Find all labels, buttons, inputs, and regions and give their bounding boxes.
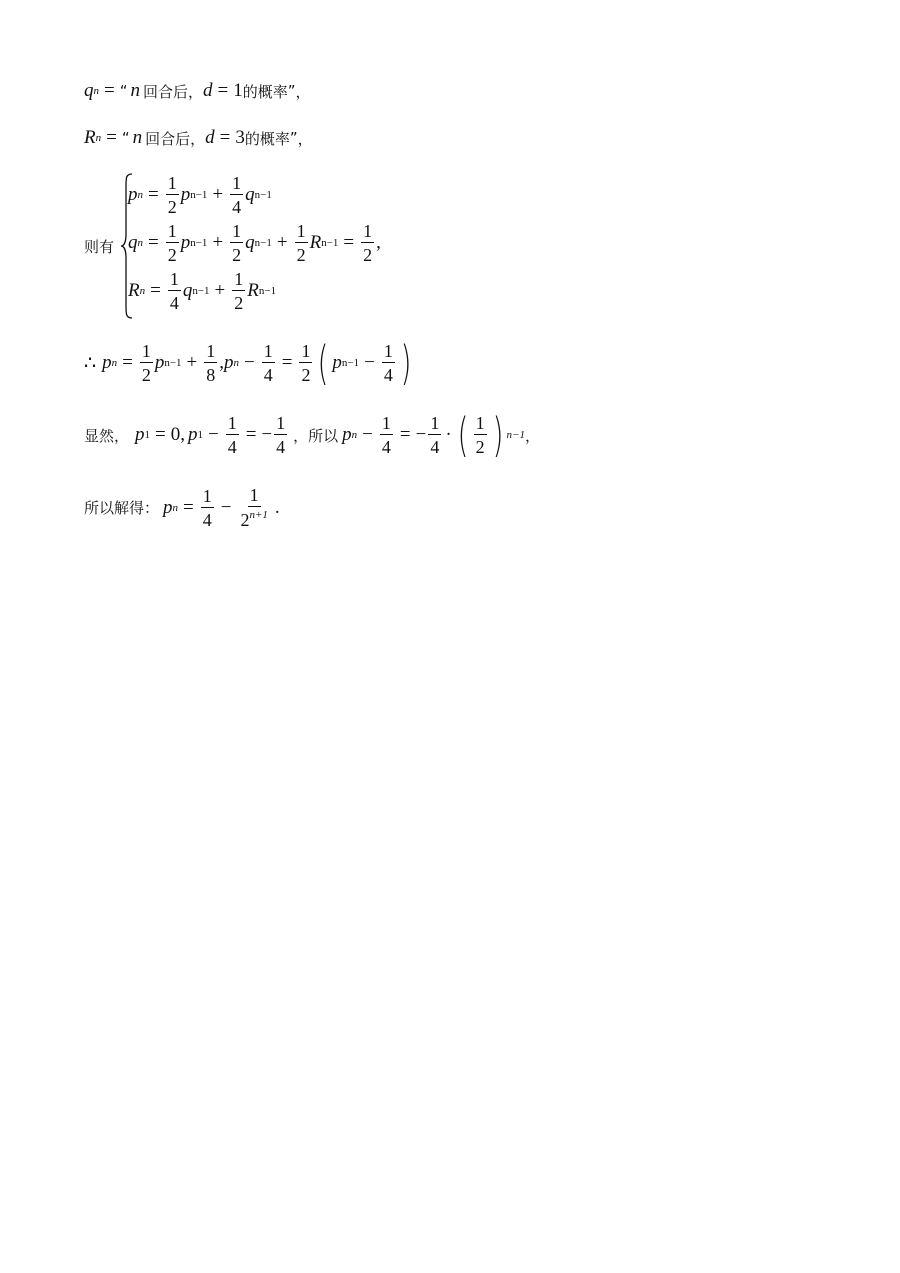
q-symbol: q: [245, 232, 255, 253]
n-symbol: n: [132, 127, 143, 148]
p-symbol: p: [128, 184, 138, 205]
equals-sign: =: [122, 352, 133, 373]
q-symbol: q: [245, 184, 255, 205]
plus-sign: +: [186, 352, 198, 373]
subscript-n-minus-1: n−1: [192, 285, 210, 297]
q-subscript: n: [137, 237, 143, 249]
base-two: 2: [240, 510, 250, 530]
probability-text: 的概率: [244, 129, 290, 148]
fraction-half: $\frac{1}{2}$: [167, 173, 177, 217]
subscript-n-minus-1: n−1: [258, 285, 277, 297]
fraction-quarter: $\frac{1}{4}$: [383, 341, 393, 385]
fraction-half: $\frac{1}{2}$: [167, 221, 177, 265]
fraction-quarter: $\frac{1}{4}$: [232, 173, 242, 217]
d-value: 1: [233, 80, 243, 101]
equals-sign: =: [106, 127, 117, 148]
subscript-n-minus-1: n−1: [190, 189, 208, 201]
so-text: ，所以: [293, 426, 339, 445]
minus-sign: −: [244, 352, 255, 373]
close-quote: ”: [287, 82, 296, 100]
equals-sign: =: [399, 424, 411, 445]
equals-sign: =: [219, 127, 231, 148]
fraction-quarter: $\frac{1}{4}$: [263, 341, 273, 385]
comma: ,: [219, 352, 224, 373]
p-symbol: p: [180, 184, 191, 205]
p-symbol: p: [135, 424, 145, 445]
minus-sign: −: [261, 424, 273, 445]
zero-value: 0: [170, 424, 181, 445]
p-subscript-1: 1: [197, 429, 203, 441]
round-after-text: 回合后，: [145, 129, 206, 148]
p-symbol: p: [224, 352, 234, 373]
p-subscript: n: [233, 357, 239, 369]
comma: ,: [376, 232, 381, 253]
fraction-half: $\frac{1}{2}$: [301, 341, 311, 385]
r-symbol: R: [84, 127, 96, 148]
fraction-half: $\frac{1}{2}$: [234, 269, 244, 313]
d-value: 3: [235, 127, 245, 148]
plus-sign: +: [276, 232, 288, 253]
therefore-line: [84, 336, 415, 390]
minus-sign: −: [415, 424, 427, 445]
solution-text: 所以解得：: [84, 499, 160, 517]
minus-sign: −: [207, 424, 219, 445]
left-paren: (: [318, 336, 329, 390]
fraction-eighth: $\frac{1}{8}$: [206, 341, 216, 385]
r-symbol: R: [128, 280, 140, 301]
fraction-half: $\frac{1}{2}$: [475, 413, 485, 457]
exponent-n-plus-1: n+1: [249, 509, 268, 521]
p-symbol: p: [154, 352, 165, 373]
p-subscript-1: 1: [144, 429, 151, 441]
r-symbol: R: [309, 232, 322, 253]
subscript-n-minus-1: n−1: [254, 189, 272, 201]
minus-sign: −: [364, 352, 375, 373]
equals-sign: =: [150, 280, 161, 301]
equals-sign: =: [155, 424, 166, 445]
subscript-n-minus-1: n−1: [190, 237, 208, 249]
comma: ，: [295, 82, 311, 101]
r-symbol: R: [247, 280, 259, 301]
obviously-text: 显然，: [84, 426, 130, 445]
p-symbol: p: [102, 352, 112, 373]
q-subscript: n: [93, 85, 99, 97]
fraction-half: $\frac{1}{2}$: [296, 221, 306, 265]
minus-sign: −: [220, 496, 232, 518]
system-row-2: [128, 222, 381, 264]
comma: ，: [297, 129, 313, 148]
equals-sign: =: [245, 424, 257, 445]
obviously-line: [84, 408, 540, 462]
subscript-n-minus-1: n−1: [341, 357, 360, 369]
r-subscript: n: [95, 132, 102, 144]
system-intro-text: 则有: [84, 237, 115, 256]
dot-operator: ·: [445, 424, 452, 445]
fraction-quarter: $\frac{1}{4}$: [202, 485, 212, 530]
solution-line: [84, 486, 280, 529]
equals-sign: =: [148, 232, 159, 253]
comma: ,: [180, 424, 185, 445]
q-definition-line: [84, 80, 311, 102]
p-symbol: p: [342, 424, 352, 445]
comma: ，: [524, 426, 540, 445]
fraction-half: $\frac{1}{2}$: [232, 221, 242, 265]
fraction-power-of-two: $\frac{1}{2^{n+1}}$: [240, 485, 268, 530]
p-subscript: n: [172, 501, 179, 514]
right-paren: ): [492, 408, 503, 462]
equals-sign: =: [148, 184, 159, 205]
open-quote: “: [119, 82, 128, 100]
fraction-quarter: $\frac{1}{4}$: [381, 413, 391, 457]
p-subscript: n: [111, 357, 118, 369]
p-symbol: p: [163, 496, 173, 518]
q-symbol: q: [128, 232, 138, 253]
r-subscript: n: [139, 285, 146, 297]
minus-sign: −: [362, 424, 373, 445]
fraction-quarter: $\frac{1}{4}$: [169, 269, 179, 313]
d-symbol: d: [203, 80, 213, 101]
r-definition-line: [84, 127, 313, 149]
close-quote: ”: [289, 129, 298, 147]
fraction-half: $\frac{1}{2}$: [363, 221, 373, 265]
q-symbol: q: [84, 80, 94, 101]
p-subscript: n: [137, 189, 143, 201]
plus-sign: +: [212, 232, 224, 253]
n-symbol: n: [130, 80, 140, 101]
left-paren: (: [457, 408, 469, 462]
probability-text: 的概率: [242, 82, 288, 101]
system-row-3: [128, 270, 276, 312]
fraction-half: $\frac{1}{2}$: [141, 341, 151, 385]
p-subscript: n: [351, 429, 358, 441]
q-symbol: q: [182, 280, 193, 301]
system-row-1: [128, 174, 272, 216]
p-symbol: p: [180, 232, 191, 253]
right-paren: ): [400, 336, 412, 390]
subscript-n-minus-1: n−1: [321, 237, 339, 249]
exponent-n-minus-1: n−1: [506, 429, 525, 441]
period: .: [274, 496, 280, 518]
d-symbol: d: [205, 127, 215, 148]
equals-sign: =: [183, 496, 194, 518]
therefore-symbol: ∴: [84, 352, 97, 374]
open-quote: “: [121, 129, 130, 147]
system-intro: [84, 172, 134, 320]
fraction-quarter: $\frac{1}{4}$: [276, 413, 286, 457]
p-symbol: p: [332, 352, 342, 373]
equals-sign: =: [281, 352, 293, 373]
equals-sign: =: [217, 80, 229, 101]
p-symbol: p: [187, 424, 198, 445]
round-after-text: 回合后，: [143, 82, 204, 101]
subscript-n-minus-1: n−1: [254, 237, 272, 249]
plus-sign: +: [212, 184, 224, 205]
equals-sign: =: [104, 80, 115, 101]
plus-sign: +: [214, 280, 226, 301]
fraction-quarter: $\frac{1}{4}$: [227, 413, 237, 457]
equals-sign: =: [343, 232, 355, 253]
subscript-n-minus-1: n−1: [164, 357, 182, 369]
fraction-quarter: $\frac{1}{4}$: [430, 413, 440, 457]
